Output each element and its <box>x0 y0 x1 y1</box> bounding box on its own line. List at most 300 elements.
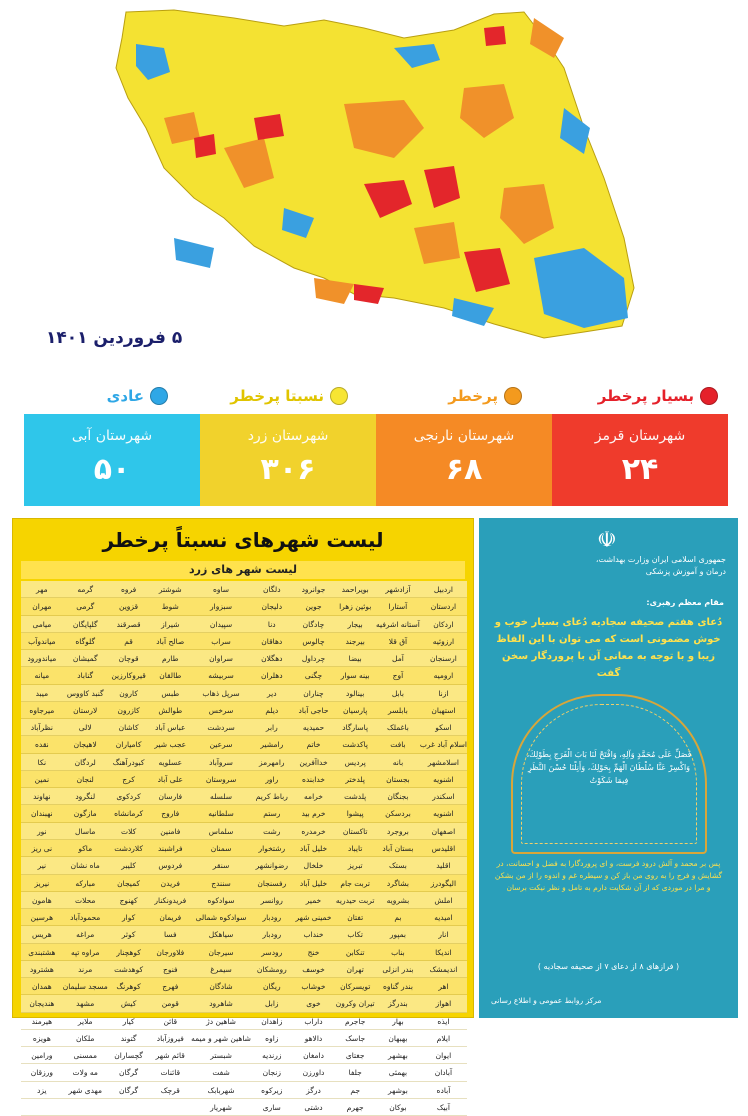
city-cell: جم <box>334 1082 376 1099</box>
city-cell: هندیجان <box>21 995 63 1012</box>
city-cell: شاهین دژ <box>191 1013 251 1030</box>
city-cell: اهر <box>420 978 467 995</box>
city-cell: آباده <box>420 1082 467 1099</box>
city-cell: زیرکوه <box>251 1082 293 1099</box>
city-cell: بویراحمد <box>334 581 376 598</box>
map-region-red <box>194 134 216 158</box>
city-cell: لنگرود <box>63 788 108 805</box>
city-cell: پردیس <box>334 754 376 771</box>
city-cell: داراب <box>293 1013 335 1030</box>
city-cell: طوالش <box>149 702 191 719</box>
stat-red <box>552 414 728 506</box>
city-cell: کبودرآهنگ <box>108 754 150 771</box>
city-cell: دهلران <box>251 667 293 684</box>
city-cell: جاسک <box>334 1030 376 1047</box>
city-cell: میامی <box>21 616 63 633</box>
city-cell: محمودآباد <box>63 909 108 926</box>
city-cell: سراوان <box>191 650 251 667</box>
city-cell: قائنات <box>149 1064 191 1081</box>
stat-label: شهرستان نارنجی <box>413 428 515 444</box>
city-cell: نور <box>21 823 63 840</box>
city-cell: دیر <box>251 685 293 702</box>
legend-normal <box>107 387 168 405</box>
stat-label: شهرستان قرمز <box>594 428 686 444</box>
city-cell: سلطانیه <box>191 805 251 822</box>
city-cell: اشنویه <box>420 771 467 788</box>
city-cell: بینه سوار <box>334 667 376 684</box>
city-cell: خوسف <box>293 961 335 978</box>
city-cell: سلماس <box>191 823 251 840</box>
city-cell: تایباد <box>334 840 376 857</box>
city-cell: اسکو <box>420 719 467 736</box>
city-cell: لردگان <box>63 754 108 771</box>
stat-yellow <box>200 414 376 506</box>
city-cell: اردکان <box>420 616 467 633</box>
city-cell: آستارا <box>376 598 420 615</box>
stat-value: ۵۰ <box>93 452 131 487</box>
city-cell: همدان <box>21 978 63 995</box>
city-cell: کارون <box>108 685 150 702</box>
city-cell: سربیشه <box>191 667 251 684</box>
city-cell: سروستان <box>191 771 251 788</box>
city-cell: چرداول <box>293 650 335 667</box>
city-cell: بوشهر <box>376 1082 420 1099</box>
legend-label: عادی <box>106 387 144 405</box>
list-title: لیست شهرهای نسبتاً پرخطر <box>102 528 384 552</box>
city-cell: ارسنجان <box>420 650 467 667</box>
city-cell: شاهین شهر و میمه <box>191 1030 251 1047</box>
city-cell: کرج <box>108 771 150 788</box>
city-cell: میاندوآب <box>21 633 63 650</box>
city-cell: عباس آباد <box>149 719 191 736</box>
city-cell: آق قلا <box>376 633 420 650</box>
city-cell: الیگودرز <box>420 875 467 892</box>
city-cell: مازگون <box>63 805 108 822</box>
city-cell: قائن <box>149 1013 191 1030</box>
city-cell: رامشیر <box>251 736 293 753</box>
city-cell: مراغه <box>63 926 108 943</box>
city-cell: فریدن <box>149 875 191 892</box>
city-cell: بوکان <box>376 1099 420 1116</box>
city-cell: طبس <box>149 685 191 702</box>
city-cell: شهربابک <box>191 1082 251 1099</box>
city-cell: بافت <box>376 736 420 753</box>
city-cell: بم <box>376 909 420 926</box>
city-cell: خمینی شهر <box>293 909 335 926</box>
city-cell: هویزه <box>21 1030 63 1047</box>
city-cell: مشهد <box>63 995 108 1012</box>
city-cell: بهار <box>376 1013 420 1030</box>
iran-risk-map <box>24 8 728 378</box>
city-cell: سرپل ذهاب <box>191 685 251 702</box>
stat-blue <box>24 414 200 506</box>
city-cell: دنا <box>251 616 293 633</box>
city-cell: اسکندر <box>420 788 467 805</box>
ministry-quote: دُعای هفتم صحیفه سجادیه دُعای بسیار خوب و خوش مضمونی است که می توان با این الفاظ زیبا و با توجه به معانی آن با پروردگار سخن گفت <box>494 617 723 679</box>
city-cell: اقلید <box>420 857 467 874</box>
city-cell: ازنا <box>420 685 467 702</box>
city-cell: ریگان <box>251 978 293 995</box>
city-cell: زابل <box>251 995 293 1012</box>
city-cell: ساوه <box>191 581 251 598</box>
city-cell: ارومیه <box>420 667 467 684</box>
map-legend <box>24 383 728 413</box>
city-cell: سردشت <box>191 719 251 736</box>
city-cell: رستم <box>251 805 293 822</box>
city-cell: تویسرکان <box>334 978 376 995</box>
city-cell: املش <box>420 892 467 909</box>
iran-emblem-icon: ☫ <box>597 528 617 553</box>
city-cell: محلات <box>63 892 108 909</box>
city-cell: کامیاران <box>108 736 150 753</box>
city-cell: فاروج <box>149 805 191 822</box>
city-cell: ایلام <box>420 1030 467 1047</box>
city-cell: بانه <box>376 754 420 771</box>
city-cell: شهریار <box>191 1099 251 1116</box>
city-cell: سرعین <box>191 736 251 753</box>
city-cell: حاجی آباد <box>293 702 335 719</box>
city-cell: شیراز <box>149 616 191 633</box>
city-cell: پلدشت <box>334 788 376 805</box>
city-cell: نیریز <box>21 875 63 892</box>
city-cell: قم <box>108 633 150 650</box>
city-cell: بمپور <box>376 926 420 943</box>
city-cell: سیرجان <box>191 944 251 961</box>
city-cell: راور <box>251 771 293 788</box>
city-cell: فیروزآباد <box>149 1030 191 1047</box>
city-cell: تفتان <box>334 909 376 926</box>
city-cell: تربت جام <box>334 875 376 892</box>
city-cell: جاجرم <box>334 1013 376 1030</box>
city-cell: مبارکه <box>63 875 108 892</box>
city-cell: تیران وکرون <box>334 995 376 1012</box>
city-cell: کاشان <box>108 719 150 736</box>
city-cell: قائم شهر <box>149 1047 191 1064</box>
city-cell: سنندج <box>191 875 251 892</box>
city-cell: کهنوج <box>108 892 150 909</box>
city-cell: فروه <box>108 581 150 598</box>
city-cell: استهبان <box>420 702 467 719</box>
city-cell: اندیمشک <box>420 961 467 978</box>
list-subtitle: لیست شهر های زرد <box>21 561 465 579</box>
city-cell: کوهچنار <box>108 944 150 961</box>
city-cell: بیرجند <box>334 633 376 650</box>
city-cell <box>63 1099 108 1116</box>
city-cell: خدابنده <box>293 771 335 788</box>
city-cell: پارسیان <box>334 702 376 719</box>
ministry-footer: مرکز روابط عمومی و اطلاع رسانی <box>491 996 602 1005</box>
stat-value: ۲۴ <box>621 452 659 487</box>
stat-orange <box>376 414 552 506</box>
city-cell: بیجار <box>334 616 376 633</box>
city-cell: نهبندان <box>21 805 63 822</box>
city-cell: بابلسر <box>376 702 420 719</box>
city-cell: میبد <box>21 685 63 702</box>
city-cell: کلات <box>108 823 150 840</box>
city-cell: ایذه <box>420 1013 467 1030</box>
city-cell: مسجد سلیمان <box>63 978 108 995</box>
city-cell: گلپایگان <box>63 616 108 633</box>
city-cell: ایوان <box>420 1047 467 1064</box>
city-cell: کلاردشت <box>108 840 150 857</box>
city-cell: هرسین <box>21 909 63 926</box>
city-cell: اردبیل <box>420 581 467 598</box>
ministry-message-panel <box>479 518 738 1018</box>
city-cell: بردسکن <box>376 805 420 822</box>
city-cell: صالح آباد <box>149 633 191 650</box>
city-cell: بهشهر <box>376 1047 420 1064</box>
city-cell: آوج <box>376 667 420 684</box>
city-cell: زاهدان <box>251 1013 293 1030</box>
city-cell: دیلم <box>251 702 293 719</box>
city-cell: فهرج <box>149 978 191 995</box>
city-cell: رفسنجان <box>251 875 293 892</box>
city-cell <box>149 1099 191 1116</box>
city-cell: ملکان <box>63 1030 108 1047</box>
city-cell: کیش <box>108 995 150 1012</box>
city-cell: کوهدشت <box>108 961 150 978</box>
city-cell: دلگان <box>251 581 293 598</box>
city-cell: لارستان <box>63 702 108 719</box>
legend-label: بسیار پرخطر <box>597 387 694 405</box>
city-cell: بندر انزلی <box>376 961 420 978</box>
city-cell: گمیشان <box>63 650 108 667</box>
city-cell: یزد <box>21 1082 63 1099</box>
city-cell: سلسله <box>191 788 251 805</box>
city-cell: سیمرغ <box>191 961 251 978</box>
city-cell: دلیجان <box>251 598 293 615</box>
city-cell: میاندورود <box>21 650 63 667</box>
city-cell: گلوگاه <box>63 633 108 650</box>
city-cell: طارم <box>149 650 191 667</box>
city-cell: رودبار <box>251 926 293 943</box>
city-cell: نقده <box>21 736 63 753</box>
city-cell: نهاوند <box>21 788 63 805</box>
city-cell: هریس <box>21 926 63 943</box>
city-cell: اشنویه <box>420 805 467 822</box>
city-cell: ممسنی <box>63 1047 108 1064</box>
city-cell: گنبد کاووس <box>63 685 108 702</box>
city-cell: تکاب <box>334 926 376 943</box>
city-cell: میانه <box>21 667 63 684</box>
city-cell <box>108 1099 150 1116</box>
legend-dot-orange <box>504 387 522 405</box>
legend-label: پرخطر <box>448 387 498 405</box>
city-cell: گچساران <box>108 1047 150 1064</box>
city-cell: خلیل آباد <box>293 875 335 892</box>
legend-medium-risk <box>230 387 348 405</box>
city-cell: بجنگان <box>376 788 420 805</box>
city-cell: ماه نشان <box>63 857 108 874</box>
city-cell: میرجاوه <box>21 702 63 719</box>
city-cell: شبستر <box>191 1047 251 1064</box>
city-cell: آزادشهر <box>376 581 420 598</box>
map-region-blue <box>174 238 214 268</box>
city-cell: بروجرد <box>376 823 420 840</box>
city-cell: هشترود <box>21 961 63 978</box>
city-cell: اسلامشهر <box>420 754 467 771</box>
city-cell: تاکستان <box>334 823 376 840</box>
city-cell: سوادکوه شمالی <box>191 909 251 926</box>
city-cell: چگنی <box>293 667 335 684</box>
city-cell: علی آباد <box>149 771 191 788</box>
city-cell: لاهیجان <box>63 736 108 753</box>
city-cell: پلدختر <box>334 771 376 788</box>
risk-map-panel <box>24 8 728 408</box>
city-cell: فراشبند <box>149 840 191 857</box>
city-cell: قزوین <box>108 598 150 615</box>
city-cell: بشاگرد <box>376 875 420 892</box>
city-cell: نی ریز <box>21 840 63 857</box>
city-cell: سراب <box>191 633 251 650</box>
city-cell: سمنان <box>191 840 251 857</box>
city-cell: کرمانشاه <box>108 805 150 822</box>
city-cell: بناب <box>376 944 420 961</box>
city-cell: جوانرود <box>293 581 335 598</box>
city-cell: تبریز <box>334 857 376 874</box>
prayer-reference: ( فرازهای ۸ از دعای ۷ از صحیفه سجادیه ) <box>537 962 680 971</box>
city-cell: رضوانشهر <box>251 857 293 874</box>
city-cell: کردکوی <box>108 788 150 805</box>
city-cell: نمین <box>21 771 63 788</box>
city-cell: ورامین <box>21 1047 63 1064</box>
city-cell: سیاهکل <box>191 926 251 943</box>
city-cell: داورزن <box>293 1064 335 1081</box>
city-cell: هامون <box>21 892 63 909</box>
legend-very-high-risk <box>598 387 718 405</box>
city-cell <box>21 1099 63 1116</box>
city-cell: طالقان <box>149 667 191 684</box>
city-cell: خلیل آباد <box>293 840 335 857</box>
city-cell: اقلیدس <box>420 840 467 857</box>
city-cell: فامنین <box>149 823 191 840</box>
city-cell: رودسر <box>251 944 293 961</box>
city-cell: روانسر <box>251 892 293 909</box>
city-cell: خوشاب <box>293 978 335 995</box>
city-cell: قصرقند <box>108 616 150 633</box>
ministry-subheader: مقام معظم رهبری: <box>646 598 724 607</box>
city-cell: رباط کریم <box>251 788 293 805</box>
city-cell: دشتی <box>293 1099 335 1116</box>
city-cell: زنجان <box>251 1064 293 1081</box>
city-cell: شفت <box>191 1064 251 1081</box>
city-cell: جغتای <box>334 1047 376 1064</box>
city-cell: شوط <box>149 598 191 615</box>
city-cell: ماکو <box>63 840 108 857</box>
city-cell: فریمان <box>149 909 191 926</box>
city-cell: گرگان <box>108 1064 150 1081</box>
city-cell: ارزوئیه <box>420 633 467 650</box>
city-cell: گرمی <box>63 598 108 615</box>
city-cell: خداآفرین <box>293 754 335 771</box>
stat-label: شهرستان زرد <box>247 428 329 444</box>
city-cell: مراوه تپه <box>63 944 108 961</box>
city-cell: جلفا <box>334 1064 376 1081</box>
city-cell: اردستان <box>420 598 467 615</box>
stat-value: ۳۰۶ <box>260 452 316 487</box>
city-cell: فلاورجان <box>149 944 191 961</box>
city-cell: کوثر <box>108 926 150 943</box>
city-cell: آبیک <box>420 1099 467 1116</box>
city-cell: تربت حیدریه <box>334 892 376 909</box>
city-cell: گرمه <box>63 581 108 598</box>
city-cell: شوشتر <box>149 581 191 598</box>
city-cell: هیرمند <box>21 1013 63 1030</box>
city-cell: دهگلان <box>251 650 293 667</box>
city-cell: فسا <box>149 926 191 943</box>
city-cell: ساری <box>251 1099 293 1116</box>
city-cell: خلخال <box>293 857 335 874</box>
city-cell: رشتخوار <box>251 840 293 857</box>
city-cell: نکا <box>21 754 63 771</box>
stat-label: شهرستان آبی <box>71 428 153 444</box>
city-cell: شادگان <box>191 978 251 995</box>
city-cell: انار <box>420 926 467 943</box>
city-cell: اندیکا <box>420 944 467 961</box>
city-cell: خمیر <box>293 892 335 909</box>
city-cell: کیار <box>108 1013 150 1030</box>
city-cell: لالی <box>63 719 108 736</box>
city-cell: پاکدشت <box>334 736 376 753</box>
city-cell: بندر گناوه <box>376 978 420 995</box>
city-cell: نظرآباد <box>21 719 63 736</box>
city-cell: خرامه <box>293 788 335 805</box>
city-count-stats <box>24 414 728 506</box>
city-cell: آمل <box>376 650 420 667</box>
map-region-red <box>484 26 506 46</box>
city-cell: زرندیه <box>251 1047 293 1064</box>
city-cell: مرند <box>63 961 108 978</box>
city-cell: سرخس <box>191 702 251 719</box>
city-cell: قوچان <box>108 650 150 667</box>
legend-dot-yellow <box>330 387 348 405</box>
city-cell: کازرون <box>108 702 150 719</box>
city-cell: بجستان <box>376 771 420 788</box>
city-cell: مهدی شهر <box>63 1082 108 1099</box>
city-cell: بستان آباد <box>376 840 420 857</box>
city-cell: پیشوا <box>334 805 376 822</box>
city-cell: فنوج <box>149 961 191 978</box>
city-cell: حمیدیه <box>293 719 335 736</box>
city-cell: دامغان <box>293 1047 335 1064</box>
city-cell: خنداب <box>293 926 335 943</box>
city-cell: ورزقان <box>21 1064 63 1081</box>
city-cell: پاسارگاد <box>334 719 376 736</box>
city-cell: خنج <box>293 944 335 961</box>
city-cell: دهاقان <box>251 633 293 650</box>
city-cell: فریدونکنار <box>149 892 191 909</box>
city-cell: چادگان <box>293 616 335 633</box>
city-cell: جهرم <box>334 1099 376 1116</box>
city-cell: رومشکان <box>251 961 293 978</box>
city-cell: گرگان <box>108 1082 150 1099</box>
city-cell: بینالود <box>334 685 376 702</box>
city-cell: شاهرود <box>191 995 251 1012</box>
city-cell: قومن <box>149 995 191 1012</box>
map-region-red <box>254 114 284 140</box>
city-cell: کمیجان <box>108 875 150 892</box>
city-cell: بیضا <box>334 650 376 667</box>
city-cell: قیروکارزین <box>108 667 150 684</box>
yellow-city-list <box>12 518 474 1112</box>
city-cell: بندرگز <box>376 995 420 1012</box>
city-cell: خاتم <box>293 736 335 753</box>
city-cell: بستک <box>376 857 420 874</box>
prayer-translation: پس بر محمد و آلش درود فرست، و ای پروردگارا به فضل و احسانت، در گشایش و فرج را به روی من باز کن و سیطره غم و اندوه را از من بشکن و مرا در موردی که از آن شکایت دارم به تامل و نظر نیکت برسان <box>494 859 723 892</box>
map-date: ۵ فروردین ۱۴۰۱ <box>46 328 183 348</box>
ministry-header: جمهوری اسلامی ایران وزارت بهداشت، درمان و آموزش پزشکی <box>595 555 726 576</box>
city-cell: چالوس <box>293 633 335 650</box>
